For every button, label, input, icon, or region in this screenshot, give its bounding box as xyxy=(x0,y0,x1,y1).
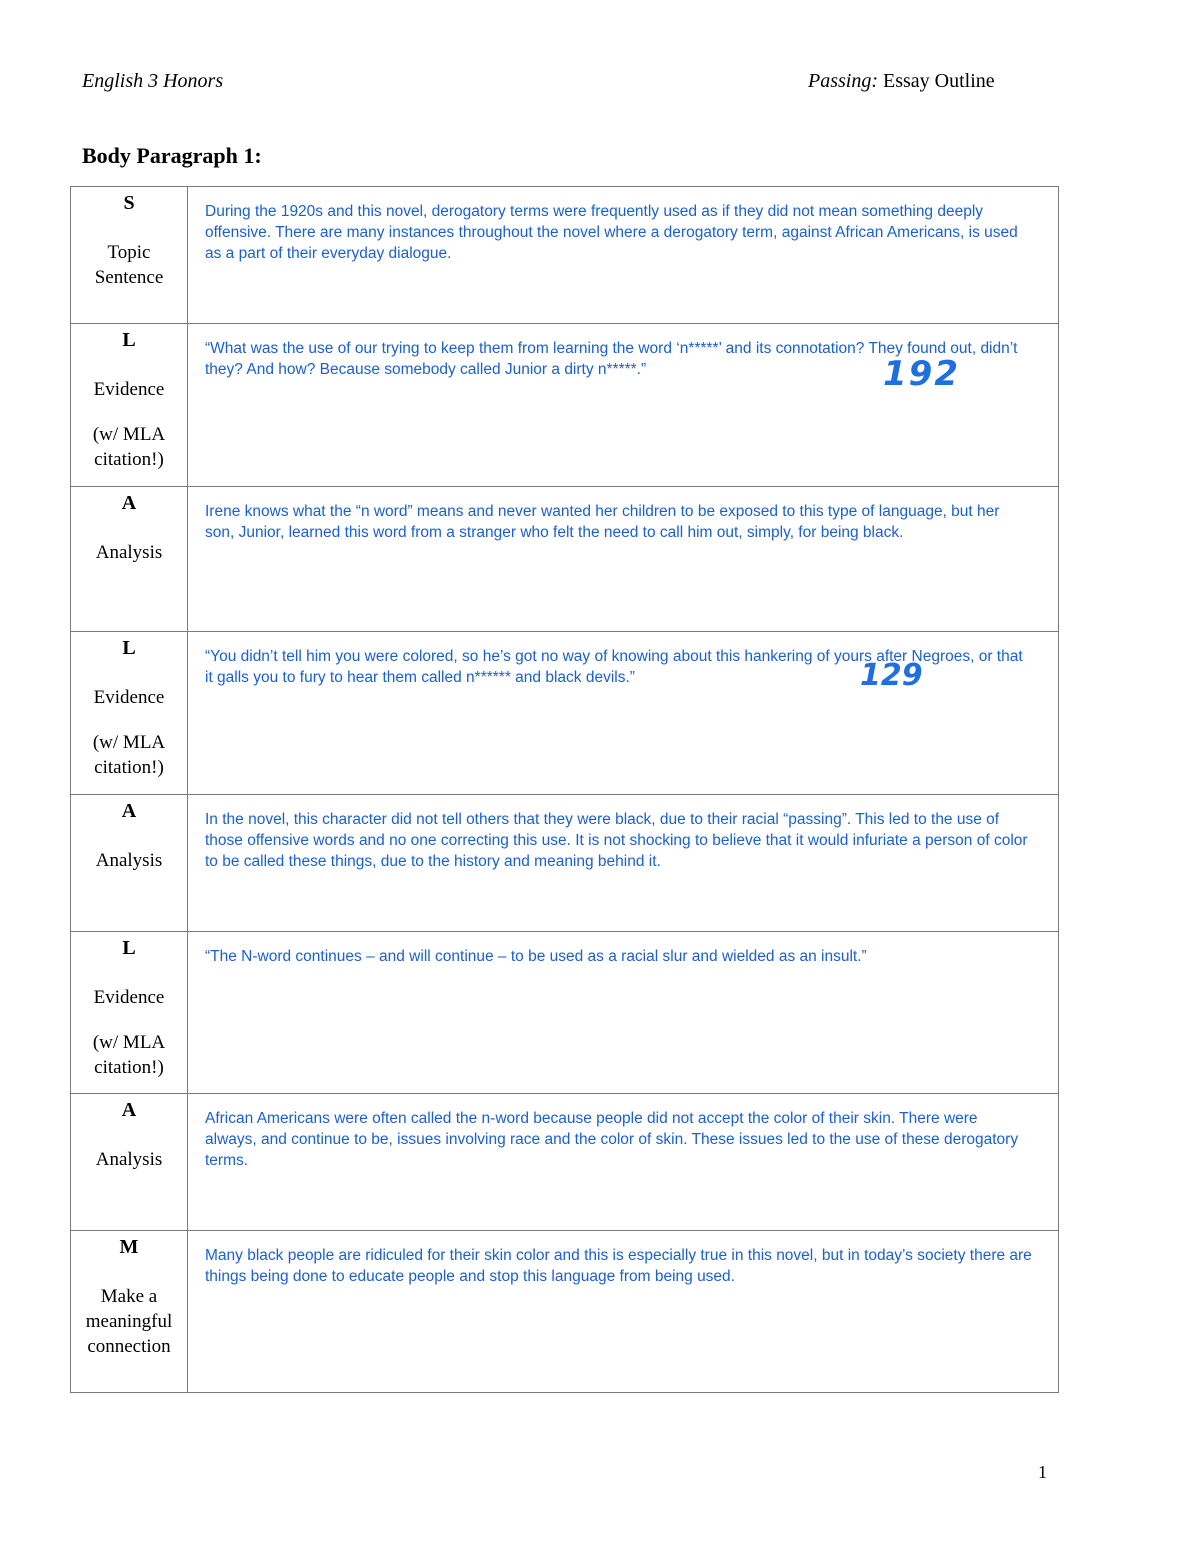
table-row xyxy=(71,932,1059,1094)
row-letter: L xyxy=(122,937,136,959)
outline-table xyxy=(70,186,1059,1393)
table-row xyxy=(71,1231,1059,1393)
row-caption: Make a meaningful connection xyxy=(85,1286,173,1357)
row-label xyxy=(71,187,188,324)
row-content: In the novel, this character did not tell others that they were black, due to their racial “passing”. This led to the use of those offensive words and no one correcting this use. It is not shocking to believe that it would infuriate a person of color to be called these things, due to the history and meaning behind it. xyxy=(188,795,1059,932)
row-content: African Americans were often called the n-word because people did not accept the color of their skin. There were always, and continue to be, issues involving race and the color of skin. These issues led to the use of these derogatory terms. xyxy=(188,1094,1059,1231)
row-label xyxy=(71,1231,188,1393)
row-caption: Topic Sentence xyxy=(94,242,164,288)
row-caption: Analysis xyxy=(95,542,163,563)
novel-title: Passing: xyxy=(808,70,878,92)
row-caption: Analysis xyxy=(95,1149,163,1170)
section-title: Body Paragraph 1: xyxy=(82,143,262,168)
row-letter: L xyxy=(122,329,136,351)
handwritten-page-number: 129 xyxy=(860,658,923,693)
document-title xyxy=(808,70,995,93)
row-label xyxy=(71,324,188,487)
row-content: Irene knows what the “n word” means and never wanted her children to be exposed to this type of language, but her son, Junior, learned this word from a stranger who felt the need to call him out, simply, for being black. xyxy=(188,487,1059,632)
handwritten-page-number: 192 xyxy=(883,354,960,394)
page-number: 1 xyxy=(1038,1462,1047,1482)
table-row xyxy=(71,795,1059,932)
row-label xyxy=(71,932,188,1094)
table-row xyxy=(71,324,1059,487)
row-content: Many black people are ridiculed for their skin color and this is especially true in this novel, but in today’s society there are things being done to educate people and stop this language from being used. xyxy=(188,1231,1059,1393)
row-content-cell xyxy=(188,632,1059,795)
row-content: During the 1920s and this novel, derogatory terms were frequently used as if they did not mean something deeply offensive. There are many instances throughout the novel where a derogatory term, against African Americans, is used as a part of their everyday dialogue. xyxy=(188,187,1059,324)
row-content: “You didn’t tell him you were colored, so he’s got no way of knowing about this hankering of yours after Negroes, or that it galls you to fury to hear them called n****** and black devils.” xyxy=(205,648,1023,686)
row-caption: Evidence xyxy=(93,379,165,400)
row-caption: Analysis xyxy=(95,850,163,871)
row-content: “The N-word continues – and will continue – to be used as a racial slur and wielded as an insult.” xyxy=(188,932,1059,1094)
row-caption: Evidence xyxy=(93,987,165,1008)
row-caption: Evidence xyxy=(93,687,165,708)
table-row xyxy=(71,187,1059,324)
citation-note: (w/ MLA citation!) xyxy=(92,1032,166,1078)
outline-label: Essay Outline xyxy=(883,70,995,92)
table-row xyxy=(71,632,1059,795)
row-letter: A xyxy=(121,1099,137,1121)
course-title: English 3 Honors xyxy=(82,70,224,92)
row-label xyxy=(71,795,188,932)
row-content: “What was the use of our trying to keep them from learning the word ‘n*****’ and its connotation? They found out, didn’t they? And how? Because somebody called Junior a dirty n*****.” xyxy=(205,340,1018,378)
row-label xyxy=(71,632,188,795)
row-label xyxy=(71,487,188,632)
table-row xyxy=(71,487,1059,632)
row-letter: S xyxy=(123,192,135,214)
row-label xyxy=(71,1094,188,1231)
table-row xyxy=(71,1094,1059,1231)
citation-note: (w/ MLA citation!) xyxy=(92,732,166,778)
row-letter: A xyxy=(121,800,137,822)
row-letter: A xyxy=(121,492,137,514)
row-content-cell xyxy=(188,324,1059,487)
citation-note: (w/ MLA citation!) xyxy=(92,424,166,470)
row-letter: L xyxy=(122,637,136,659)
row-letter: M xyxy=(119,1236,139,1258)
